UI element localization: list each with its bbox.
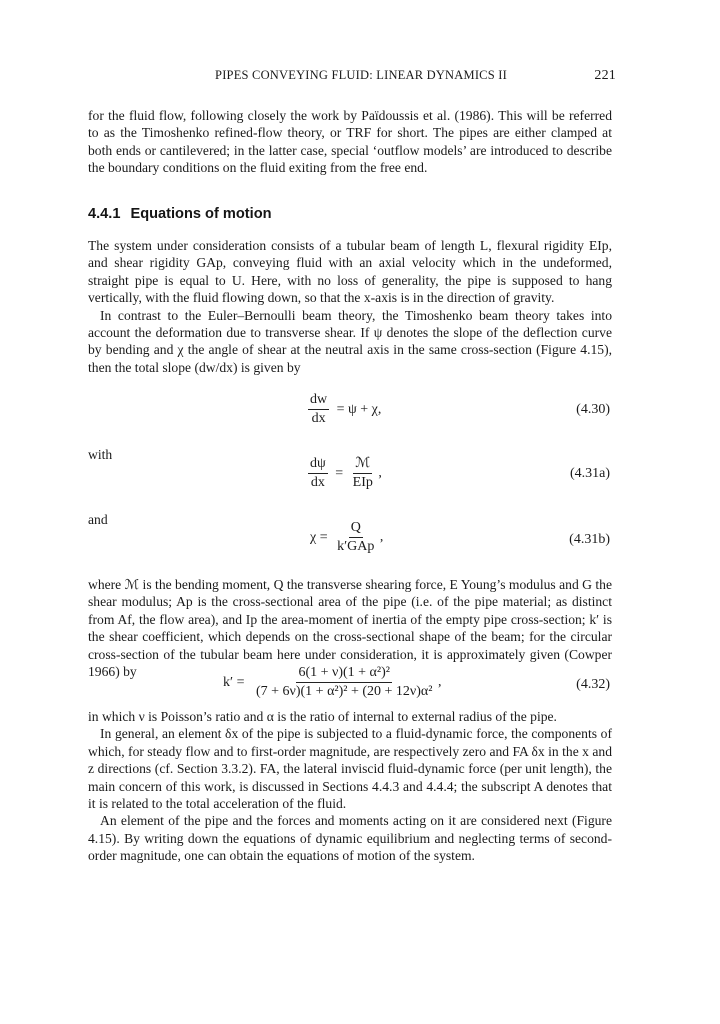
equation-lhs: χ = — [310, 529, 328, 545]
paragraph-text: where ℳ is the bending moment, Q the transverse shearing force, E Young’s modulus and G the shear modulus; Ap is the cross-sectional area of the pipe (i.e. of the pipe material; as distinct from Af, the flow area), and Ip the area-moment of inertia of the empty pipe cross-section; k′ is the shear coefficient, which depends on the cross-sectional shape of the beam; for the circular cross-section of the tubular beam here under consideration, it is approximately given (Cowper 1966) by — [88, 577, 612, 680]
fraction-q-kgap — [335, 520, 376, 555]
denominator: dx — [311, 411, 326, 426]
connector-with: with — [88, 447, 113, 462]
equation-body — [310, 520, 383, 555]
numerator: Q — [349, 520, 363, 538]
connector-and: and — [88, 512, 108, 527]
numerator: ℳ — [353, 456, 372, 474]
paragraph-system — [88, 237, 612, 376]
running-title: PIPES CONVEYING FLUID: LINEAR DYNAMICS II — [215, 68, 507, 82]
paragraph-text: In contrast to the Euler–Bernoulli beam theory, the Timoshenko beam theory takes into account the deformation due to transverse shear. If ψ denotes the slope of the deflection curve by bending and χ the angle of shear at the neutral axis in the same cross-section (Figure 4.15), then the total slope (dw/dx) is given by — [88, 307, 612, 375]
equation-rhs: = ψ + χ, — [336, 401, 382, 417]
section-number: 4.4.1 — [88, 206, 121, 222]
paragraph-remaining — [88, 708, 612, 865]
denominator: EIp — [352, 475, 373, 490]
equation-number: (4.32) — [576, 677, 610, 692]
numerator: 6(1 + ν)(1 + α²)² — [296, 665, 392, 683]
section-title: Equations of motion — [130, 206, 272, 222]
paragraph-text: for the fluid flow, following closely the work by Païdoussis et al. (1986). This will be referred to as the Timoshenko refined-flow theory, or TRF for short. The pipes are either clamped at both ends or cantilevered; in the latter case, special ‘outflow models’ are introduced to describe the boundary conditions on the fluid exiting from the free end. — [88, 108, 612, 176]
denominator: dx — [310, 475, 325, 490]
equation-number: (4.31a) — [569, 466, 610, 481]
fraction-m-eip — [351, 456, 375, 491]
denominator: (7 + 6ν)(1 + α²)² + (20 + 12ν)α² — [255, 684, 433, 699]
equation-body — [223, 665, 441, 700]
numerator: dψ — [308, 456, 328, 474]
page-number: 221 — [594, 68, 616, 83]
fraction-shear-coefficient — [254, 665, 434, 700]
paragraph-text: An element of the pipe and the forces and moments acting on it are considered next (Figure 4.15). By writing down the equations of dynamic equilibrium and neglecting terms of second-order magnitude, one can obtain the equations of motion of the system. — [88, 813, 612, 864]
numerator: dw — [308, 392, 329, 410]
paragraph-text: in which ν is Poisson’s ratio and α is the ratio of internal to external radius of the pipe. — [88, 709, 557, 724]
equation-tail: , — [379, 529, 384, 545]
section-heading — [88, 206, 282, 222]
equation-number: (4.31b) — [569, 532, 610, 547]
paragraph-text: In general, an element δx of the pipe is subjected to a fluid-dynamic force, the components of which, for steady flow and to first-order magnitude, are respectively zero and FA δx in the x and z directions (cf. Section 3.3.2). FA, the lateral inviscid fluid-dynamic force (per unit length), the main concern of this work, is discussed in Sections 4.4.3 and 4.4.4; the subscript A denotes that it is related to the total acceleration of the fluid. — [88, 726, 612, 812]
equation-number: (4.30) — [576, 402, 610, 417]
equation-tail: , — [437, 674, 442, 690]
equation-body — [308, 392, 381, 427]
equation-tail: , — [378, 465, 382, 481]
equation-body — [308, 456, 382, 491]
fraction-dpsi-dx — [308, 456, 328, 491]
paragraph-intro — [88, 107, 612, 177]
paragraph-text: The system under consideration consists of a tubular beam of length L, flexural rigidity EIp, and shear rigidity GAp, conveying fluid with an axial velocity which in the undeformed, straight pipe is equal to U. Here, with no loss of generality, the pipe is supposed to hang vertically, with the fluid flowing down, so that the x-axis is in the direction of gravity. — [88, 238, 612, 306]
equals-sign: = — [335, 465, 344, 481]
denominator: k′GAp — [337, 539, 375, 554]
equation-lhs: k′ = — [223, 674, 245, 690]
fraction-dw-dx — [308, 392, 329, 427]
page-header — [88, 68, 634, 88]
